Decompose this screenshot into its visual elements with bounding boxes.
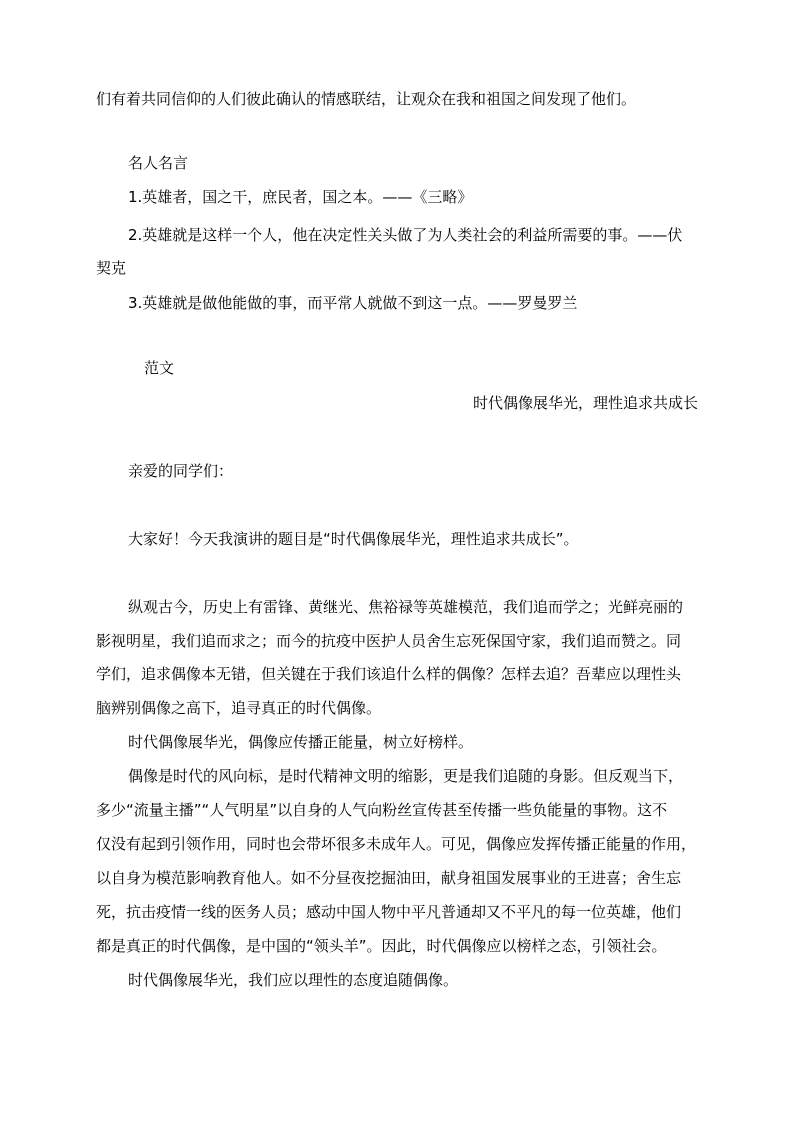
paragraph-line: 学们，追求偶像本无错，但关键在于我们该追什么样的偶像？怎样去追？吾辈应以理性头 <box>96 665 682 683</box>
quote-item: 3.英雄就是做他能做的事，而平常人就做不到这一点。——罗曼罗兰 <box>128 294 578 312</box>
quotes-heading: 名人名言 <box>128 154 189 172</box>
paragraph-line: 以自身为模范影响教育他人。如不分昼夜挖掘油田，献身祖国发展事业的王进喜；舍生忘 <box>96 869 682 887</box>
paragraph-line: 偶像是时代的风向标，是时代精神文明的缩影，更是我们追随的身影。但反观当下， <box>128 767 684 785</box>
paragraph-line: 仅没有起到引领作用，同时也会带坏很多未成年人。可见，偶像应发挥传播正能量的作用， <box>96 835 697 853</box>
paragraph-line: 脑辨别偶像之高下，追寻真正的时代偶像。 <box>96 699 382 717</box>
essay-title: 时代偶像展华光，理性追求共成长 <box>472 394 698 412</box>
quote-item: 2.英雄就是这样一个人，他在决定性关头做了为人类社会的利益所需要的事。——伏 <box>128 226 683 244</box>
essay-point: 时代偶像展华光，偶像应传播正能量，树立好榜样。 <box>128 733 474 751</box>
paragraph-line: 死，抗击疫情一线的医务人员；感动中国人物中平凡普通却又不平凡的每一位英雄，他们 <box>96 903 682 921</box>
intro-line: 们有着共同信仰的人们彼此确认的情感联结，让观众在我和祖国之间发现了他们。 <box>96 90 637 108</box>
quote-item-continuation: 契克 <box>96 259 127 277</box>
essay-point: 时代偶像展华光，我们应以理性的态度追随偶像。 <box>128 971 459 989</box>
quote-item: 1.英雄者，国之干，庶民者，国之本。——《三略》 <box>128 188 473 206</box>
essay-section-label: 范文 <box>144 359 175 377</box>
paragraph-line: 影视明星，我们追而求之；而今的抗疫中医护人员舍生忘死保国守家，我们追而赞之。同 <box>96 632 682 650</box>
paragraph-line: 都是真正的时代偶像，是中国的“领头羊”。因此，时代偶像应以榜样之态，引领社会。 <box>96 937 667 955</box>
essay-opening: 大家好！今天我演讲的题目是“时代偶像展华光，理性追求共成长”。 <box>128 530 579 548</box>
essay-greeting: 亲爱的同学们： <box>128 462 234 480</box>
paragraph-line: 纵观古今，历史上有雷锋、黄继光、焦裕禄等英雄模范，我们追而学之；光鲜亮丽的 <box>128 598 684 616</box>
paragraph-line: 多少“流量主播”“人气明星”以自身的人气向粉丝宣传甚至传播一些负能量的事物。这不 <box>96 801 668 819</box>
